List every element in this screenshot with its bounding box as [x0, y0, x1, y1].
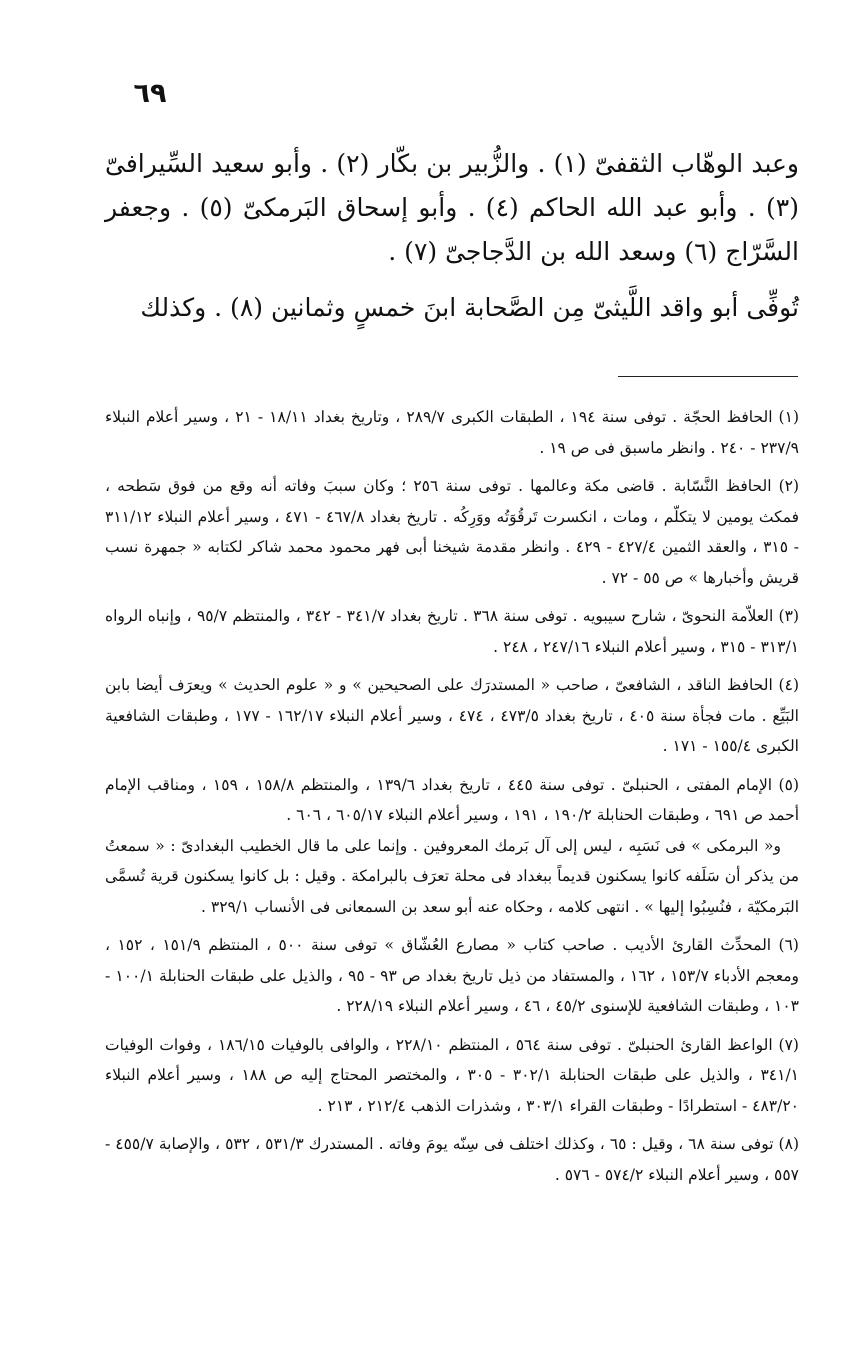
main-text [105, 142, 799, 330]
footnote-5-part-2: و« البرمكى » فى نَسَبِه ، ليس إلى آل بَرمك المعروفين . وإنما على ما قال الخطيب البغدادىّ : « سمعتُ من يذكر أن سَلَفه كانوا يسكنون قديماً ببغداد فى محلة تعرَف بالبرامكة . وقيل : بل كانوا يسكنون قرية تُسمَّى البَرمكيّة ، فنُسِبُوا إليها » . انتهى كلامه ، وحكاه عنه أبو سعد بن السمعانى فى الأنساب ٣٢٩/١ . [105, 836, 799, 916]
footnote-7: (٧) الواعظ القارئ الحنبلىّ . توفى سنة ٥٦٤ ، المنتظم ٢٢٨/١٠ ، والوافى بالوفيات ١٨٦/١٥ ، وفوات الوفيات ٣٤١/١ ، والذيل على طبقات الحنابلة ٣٠٢/١ - ٣٠٥ ، والمختصر المحتاج إليه ص ١٨٨ ، وسير أعلام النبلاء ٤٨٣/٢٠ - استطرادًا - وطبقات القراء ٣٠٣/١ ، وشذرات الذهب ٢١٢/٤ ، ٢١٣ . [105, 1035, 800, 1115]
footnotes [105, 402, 799, 1198]
footnote-3: (٣) العلاّمة النحوىّ ، شارح سيبويه . توفى سنة ٣٦٨ . تاريخ بغداد ٣٤١/٧ - ٣٤٢ ، والمنتظم ٩٥/٧ ، وإنباه الرواه ٣١٣/١ - ٣١٥ ، وسير أعلام النبلاء ٢٤٧/١٦ ، ٢٤٨ . [105, 607, 799, 656]
main-paragraph-1: وعبد الوهّاب الثقفىّ (١) . والزُّبير بن بكّار (٢) . وأبو سعيد السِّيرافىّ (٣) . وأبو عبد الله الحاكم (٤) . وأبو إسحاق البَرمكىّ (٥) . وجعفر السَّرّاج (٦) وسعد الله بن الدَّجاجىّ (٧) . [105, 149, 799, 266]
footnote-separator-line [618, 376, 798, 377]
main-paragraph-2: تُوفِّى أبو واقد اللَّيثىّ مِن الصَّحابة ابنَ خمسٍ وثمانين (٨) . وكذلك [140, 293, 799, 322]
footnote-6: (٦) المحدِّث القارئ الأديب . صاحب كتاب « مصارع العُشّاق » توفى سنة ٥٠٠ ، المنتظم ١٥١/٩ ، ١٥٢ ، ومعجم الأدباء ١٥٣/٧ ، ١٦٢ ، والمستفاد من ذيل تاريخ بغداد ص ٩٣ - ٩٥ ، والذيل على طبقات الحنابلة ١٠٠/١ - ١٠٣ ، وطبقات الشافعية للإسنوى ٤٥/٢ ، ٤٦ ، وسير أعلام النبلاء ٢٢٨/١٩ . [105, 936, 799, 1015]
page-number: ٦٩ [133, 78, 167, 109]
footnote-8: (٨) توفى سنة ٦٨ ، وقيل : ٦٥ ، وكذلك اختلف فى سِنّه يومَ وفاته . المستدرك ٥٣١/٣ ، ٥٣٢ ، والإصابة ٤٥٥/٧ - ٥٥٧ ، وسير أعلام النبلاء ٥٧٤/٢ - ٥٧٦ . [105, 1135, 799, 1184]
footnote-5 [105, 770, 799, 923]
footnote-5-part-1: (٥) الإمام المفتى ، الحنبلىّ . توفى سنة ٤٤٥ ، تاريخ بغداد ١٣٩/٦ ، والمنتظم ١٥٨/٨ ، ١٥٩ ، ومناقب الإمام أحمد ص ٦٩١ ، وطبقات الحنابلة ١٩٠/٢ ، ١٩١ ، وسير أعلام النبلاء ٦٠٥/١٧ ، ٦٠٦ . [105, 775, 799, 824]
footnote-1: (١) الحافظ الحجّة . توفى سنة ١٩٤ ، الطبقات الكبرى ٢٨٩/٧ ، وتاريخ بغداد ١٨/١١ - ٢١ ، وسير أعلام النبلاء ٢٣٧/٩ - ٢٤٠ . وانظر ماسبق فى ص ١٩ . [105, 408, 799, 457]
footnote-4: (٤) الحافظ الناقد ، الشافعىّ ، صاحب « المستدرَك على الصحيحين » و « علوم الحديث » ويعرَف أيضا بابن البَيِّع . مات فجأة سنة ٤٠٥ ، تاريخ بغداد ٤٧٣/٥ ، ٤٧٤ ، وسير أعلام النبلاء ١٦٢/١٧ - ١٧٧ ، وطبقات الشافعية الكبرى ١٥٥/٤ - ١٧١ . [105, 676, 799, 755]
footnote-2: (٢) الحافظ النَّسّابة . قاضى مكة وعالمها . توفى سنة ٢٥٦ ؛ وكان سببَ وفاته أنه وقع من فوق سَطحه ، فمكث يومين لا يتكلّم ، ومات ، انكسرت تَرقُوَتُه ووَرِكُه . تاريخ بغداد ٤٦٧/٨ - ٤٧١ ، وسير أعلام النبلاء ٣١١/١٢ - ٣١٥ ، والعقد الثمين ٤٢٧/٤ - ٤٢٩ . وانظر مقدمة شيخنا أبى فهر محمود محمد شاكر لكتابه « جمهرة نسب قريش وأخبارها » ص ٥٥ - ٧٢ . [105, 477, 800, 587]
